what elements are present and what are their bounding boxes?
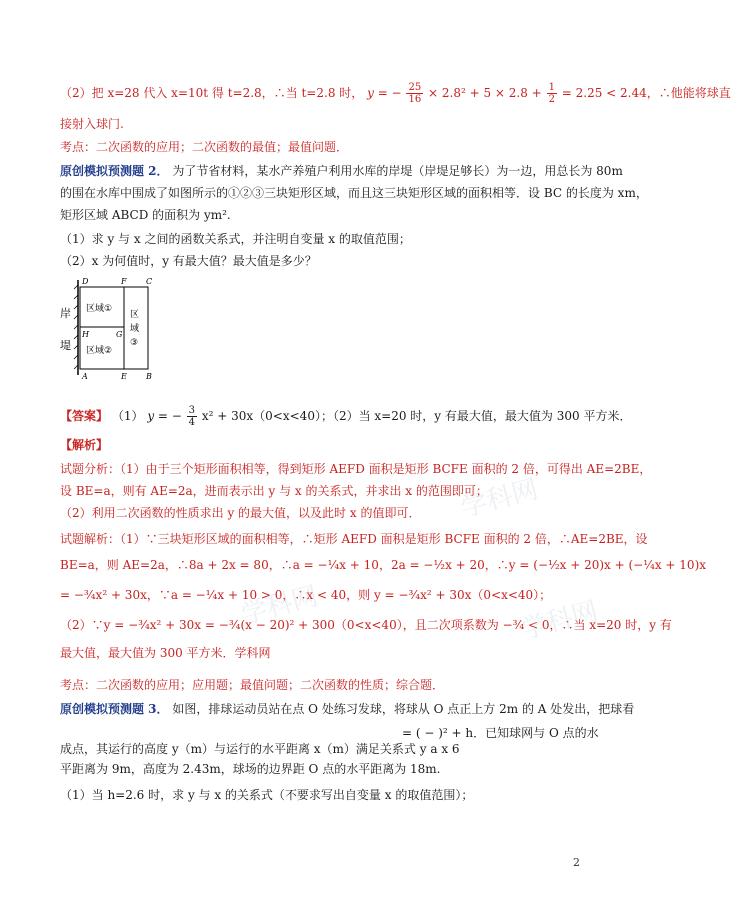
problem2-q1: （1）求 y 与 x 之间的函数关系式，并注明自变量 x 的取值范围； xyxy=(60,232,411,246)
part2-solution-line xyxy=(60,82,731,105)
answer-line: 【答案】 （1） y = − $\frac{3}{4}$ x² + 30x（0<x<40）；（2）当 x=20 时，y 有最大值，最大值为 300 平方米． xyxy=(60,405,632,428)
label-D: D xyxy=(82,277,89,286)
solution-s3: = −³⁄₄x² + 30x，∵a = −¹⁄₄x + 10 > 0，∴x < 40，则 y = −³⁄₄x² + 30x（0<x<40）； xyxy=(60,588,552,602)
analysis-label: 【解析】 xyxy=(60,438,109,452)
solution-s4: （2）∵y = −³⁄₄x² + 30x = −³⁄₄(x − 20)² + 300（0<x<40），且二次项系数为 −³⁄₄ < 0，∴当 x=20 时，y 有 xyxy=(60,618,672,632)
label-region3a: 区 xyxy=(130,310,140,320)
fraction-3-4: $\frac{3}{4}$ xyxy=(188,405,196,428)
answer-label: 【答案】 xyxy=(60,409,109,423)
label-E: E xyxy=(121,372,127,381)
part2-text-pre: （2）把 x=28 代入 x=10t 得 t=2.8，∴当 t=2.8 时， xyxy=(60,86,364,100)
label-region1: 区域① xyxy=(86,304,113,314)
problem2-text3: 矩形区域 ABCD 的面积为 ym². xyxy=(60,208,231,222)
solution-s5: 最大值，最大值为 300 平方米．学科网 xyxy=(60,646,271,660)
problem3-text2: 成点，其运行的高度 y（m）与运行的水平距离 x（m）满足关系式 y a x 6 xyxy=(60,742,460,756)
fraction-1-2: $\frac{1}{2}$ xyxy=(548,82,555,105)
solution-s1: 试题解析：（1）∵三块矩形区域的面积相等，∴矩形 AEFD 面积是矩形 BCFE 面积的 2 倍，∴AE=2BE，设 xyxy=(60,532,648,546)
label-A: A xyxy=(82,372,88,381)
watermark-2: 学科网 xyxy=(238,581,322,631)
problem3-formula: = ( − )² + h．已知球网与 O 点的水 xyxy=(402,726,599,740)
watermark-1: 学科网 xyxy=(458,474,542,524)
problem3-q1: （1）当 h=2.6 时，求 y 与 x 的关系式（不要求写出自变量 x 的取值范围）； xyxy=(60,788,474,802)
problem2-text1: 原创模拟预测题 2． 为了节省材料，某水产养殖户利用水库的岸堤（岸堤足够长）为一边，用总长为 80m xyxy=(60,164,623,178)
problem3-text1: 原创模拟预测题 3． 如图，排球运动员站在点 O 处练习发球，将球从 O 点正上方 2m 的 A 处发出，把球看 xyxy=(60,702,635,716)
label-region3c: ③ xyxy=(130,338,139,348)
analysis-a2: 设 BE=a，则有 AE=2a，进而表示出 y 与 x 的关系式，并求出 x 的范围即可； xyxy=(60,484,488,498)
part2-text-post: = 2.25 < 2.44，∴他能将球直 xyxy=(561,86,731,100)
label-region2: 区域② xyxy=(86,346,113,356)
fraction-25-16: $\frac{25}{16}$ xyxy=(408,82,422,105)
problem2-q2: （2）x 为何值时，y 有最大值？最大值是多少？ xyxy=(60,254,317,268)
label-C: C xyxy=(146,277,153,286)
problem3-label: 原创模拟预测题 3． xyxy=(60,702,169,716)
analysis-a1: 试题分析：（1）由于三个矩形面积相等，得到矩形 AEFD 面积是矩形 BCFE 面积的 2 倍，可得出 AE=2BE， xyxy=(60,462,652,476)
label-region3b: 域 xyxy=(130,324,140,334)
label-shore-1: 岸 xyxy=(60,307,71,320)
solution-s2: BE=a，则 AE=2a，∴8a + 2x = 80，∴a = −¹⁄₄x + 10，2a = −¹⁄₂x + 20，∴y = (−¹⁄₂x + 20)x + (−¹⁄₄x + 10)x xyxy=(60,558,707,572)
region-diagram xyxy=(58,275,168,383)
kaodian-2: 考点：二次函数的应用；应用题；最值问题；二次函数的性质；综合题． xyxy=(60,678,445,692)
problem2-text2: 的围在水库中围成了如图所示的①②③三块矩形区域，而且这三块矩形区域的面积相等．设 BC 的长度为 xm， xyxy=(60,186,648,200)
problem3-text3: 平距离为 9m，高度为 2.43m，球场的边界距 O 点的水平距离为 18m. xyxy=(60,762,441,776)
problem2-label: 原创模拟预测题 2． xyxy=(60,164,169,178)
label-shore-2: 堤 xyxy=(60,339,71,352)
kaodian-1: 考点：二次函数的应用；二次函数的最值；最值问题． xyxy=(60,140,349,154)
label-F: F xyxy=(121,277,127,286)
label-G: G xyxy=(116,330,123,339)
analysis-a3: （2）利用二次函数的性质求出 y 的最大值，以及此时 x 的值即可． xyxy=(60,506,421,520)
part2-solution-line2: 接射入球门. xyxy=(60,117,124,131)
label-H: H xyxy=(82,330,89,339)
label-B: B xyxy=(146,372,152,381)
watermark-3: 学科网 xyxy=(518,596,602,646)
part2-math-mid: × 2.8² + 5 × 2.8 + xyxy=(428,86,542,100)
page-number: 2 xyxy=(573,856,580,869)
part2-math-y: y = − xyxy=(367,86,402,100)
